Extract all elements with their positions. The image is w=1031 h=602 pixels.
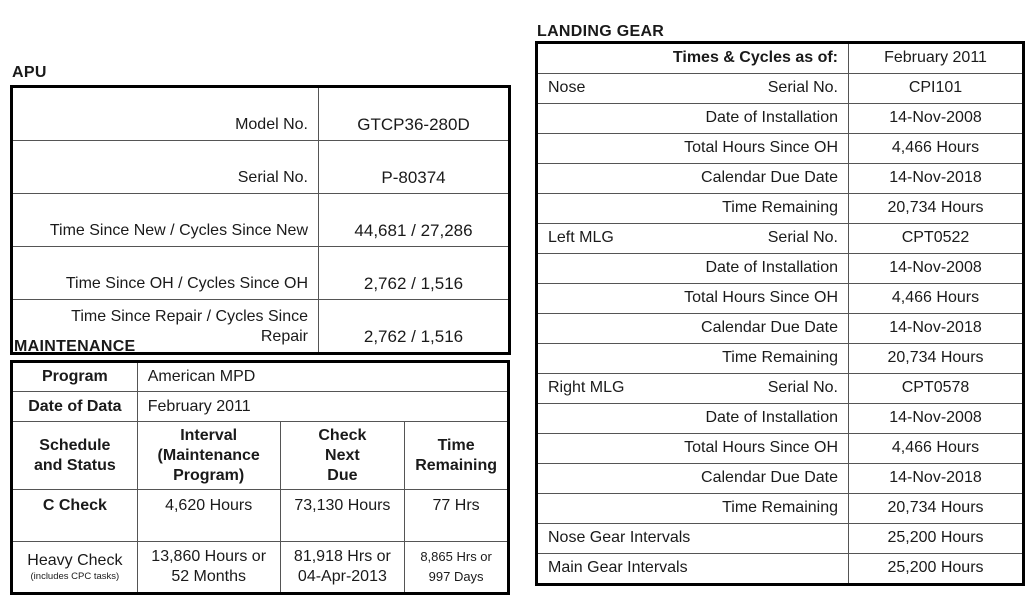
heavy-interval-line: 13,860 Hours or — [151, 548, 267, 565]
row-label: Serial No. — [767, 379, 838, 396]
row-label: Time Remaining — [537, 194, 849, 224]
as-of-value: February 2011 — [849, 43, 1024, 74]
apu-tsoh-label: Time Since OH / Cycles Since OH — [12, 247, 319, 300]
apu-tsn-label: Time Since New / Cycles Since New — [12, 194, 319, 247]
as-of-label: Times & Cycles as of: — [537, 43, 849, 74]
row-label: Calendar Due Date — [537, 164, 849, 194]
table-row — [12, 362, 509, 392]
row-label: Total Hours Since OH — [537, 434, 849, 464]
heavy-next-due-line: 81,918 Hrs or — [293, 548, 391, 565]
table-row — [537, 194, 1024, 224]
row-value: 4,466 Hours — [849, 434, 1024, 464]
table-row — [12, 490, 509, 542]
heavy-check-title: Heavy Check — [27, 552, 123, 569]
table-row — [537, 434, 1024, 464]
row-value: 14-Nov-2008 — [849, 404, 1024, 434]
table-row — [537, 104, 1024, 134]
heavy-remaining-line: 997 Days — [428, 569, 484, 584]
table-row — [537, 134, 1024, 164]
apu-tsr-label-line1: Time Since Repair / Cycles Since — [71, 308, 308, 325]
time-remaining-header — [405, 422, 509, 490]
c-check-next-due: 73,130 Hours — [280, 490, 405, 542]
row-value: 20,734 Hours — [849, 344, 1024, 374]
table-row — [12, 87, 510, 141]
nose-serial-cell — [537, 74, 849, 104]
table-row — [537, 404, 1024, 434]
row-label: Calendar Due Date — [537, 314, 849, 344]
table-row — [537, 224, 1024, 254]
nose-gear-intervals-value: 25,200 Hours — [849, 524, 1024, 554]
date-of-data-label: Date of Data — [12, 392, 138, 422]
row-value: 14-Nov-2008 — [849, 104, 1024, 134]
apu-tsr-label-line2: Repair — [260, 328, 308, 345]
schedule-header-line: and Status — [33, 456, 116, 474]
check-header-line: Next — [325, 446, 360, 464]
program-value: American MPD — [137, 362, 508, 392]
nose-group-name: Nose — [548, 79, 586, 96]
right-mlg-group-name: Right MLG — [548, 379, 625, 396]
table-row — [537, 554, 1024, 585]
row-value: CPI101 — [849, 74, 1024, 104]
apu-tsn-value: 44,681 / 27,286 — [319, 194, 510, 247]
right-mlg-serial-cell — [537, 374, 849, 404]
row-label: Date of Installation — [537, 254, 849, 284]
interval-header-line: Interval — [180, 426, 238, 444]
row-label: Calendar Due Date — [537, 464, 849, 494]
row-value: 4,466 Hours — [849, 284, 1024, 314]
apu-model-value: GTCP36-280D — [319, 87, 510, 141]
apu-title: APU — [12, 64, 47, 81]
maintenance-title: MAINTENANCE — [14, 338, 136, 355]
row-value: 14-Nov-2018 — [849, 314, 1024, 344]
program-label: Program — [12, 362, 138, 392]
check-next-due-header — [280, 422, 405, 490]
landing-gear-title: LANDING GEAR — [537, 23, 665, 40]
left-mlg-group-name: Left MLG — [548, 229, 614, 246]
main-gear-intervals-value: 25,200 Hours — [849, 554, 1024, 585]
row-label: Serial No. — [767, 229, 838, 246]
schedule-header-line: Schedule — [39, 436, 111, 454]
apu-model-label: Model No. — [12, 87, 319, 141]
table-row — [537, 374, 1024, 404]
heavy-interval-line: 52 Months — [171, 568, 247, 585]
maintenance-table — [10, 360, 510, 595]
table-row — [12, 247, 510, 300]
table-row — [537, 524, 1024, 554]
heavy-check-interval — [137, 542, 280, 594]
table-row — [537, 254, 1024, 284]
apu-serial-label: Serial No. — [12, 141, 319, 194]
c-check-interval: 4,620 Hours — [137, 490, 280, 542]
apu-serial-value: P-80374 — [319, 141, 510, 194]
row-value: 14-Nov-2008 — [849, 254, 1024, 284]
c-check-remaining: 77 Hrs — [405, 490, 509, 542]
row-label: Time Remaining — [537, 344, 849, 374]
heavy-remaining-line: 8,865 Hrs or — [420, 549, 492, 564]
row-value: CPT0522 — [849, 224, 1024, 254]
table-row — [537, 74, 1024, 104]
row-value: 14-Nov-2018 — [849, 164, 1024, 194]
heavy-check-note: (includes CPC tasks) — [30, 571, 120, 582]
row-label: Serial No. — [767, 79, 838, 96]
check-header-line: Check — [318, 426, 367, 444]
table-row — [537, 314, 1024, 344]
c-check-label: C Check — [12, 490, 138, 542]
time-header-line: Remaining — [415, 456, 497, 474]
row-label: Date of Installation — [537, 404, 849, 434]
row-value: 14-Nov-2018 — [849, 464, 1024, 494]
table-row — [537, 464, 1024, 494]
table-row — [12, 542, 509, 594]
row-label: Total Hours Since OH — [537, 134, 849, 164]
schedule-header — [12, 422, 138, 490]
date-of-data-value: February 2011 — [137, 392, 508, 422]
table-row — [12, 422, 509, 490]
time-header-line: Time — [437, 436, 475, 454]
table-row — [537, 43, 1024, 74]
apu-tsoh-value: 2,762 / 1,516 — [319, 247, 510, 300]
apu-tsr-value: 2,762 / 1,516 — [319, 300, 510, 354]
row-label: Date of Installation — [537, 104, 849, 134]
heavy-check-label — [12, 542, 138, 594]
main-gear-intervals-label: Main Gear Intervals — [537, 554, 849, 585]
table-row — [537, 344, 1024, 374]
table-row — [537, 164, 1024, 194]
interval-header-line: Program) — [173, 466, 245, 484]
row-value: 20,734 Hours — [849, 494, 1024, 524]
row-value: 20,734 Hours — [849, 194, 1024, 224]
landing-gear-table — [535, 41, 1025, 586]
apu-table — [10, 85, 511, 355]
heavy-check-next-due — [280, 542, 405, 594]
row-value: CPT0578 — [849, 374, 1024, 404]
table-row — [12, 141, 510, 194]
interval-header — [137, 422, 280, 490]
left-mlg-serial-cell — [537, 224, 849, 254]
interval-header-line: (Maintenance — [157, 446, 260, 464]
table-row — [12, 194, 510, 247]
row-label: Total Hours Since OH — [537, 284, 849, 314]
heavy-next-due-line: 04-Apr-2013 — [297, 568, 387, 585]
table-row — [537, 284, 1024, 314]
heavy-check-remaining — [405, 542, 509, 594]
row-value: 4,466 Hours — [849, 134, 1024, 164]
nose-gear-intervals-label: Nose Gear Intervals — [537, 524, 849, 554]
row-label: Time Remaining — [537, 494, 849, 524]
table-row — [12, 392, 509, 422]
check-header-line: Due — [327, 466, 358, 484]
table-row — [537, 494, 1024, 524]
